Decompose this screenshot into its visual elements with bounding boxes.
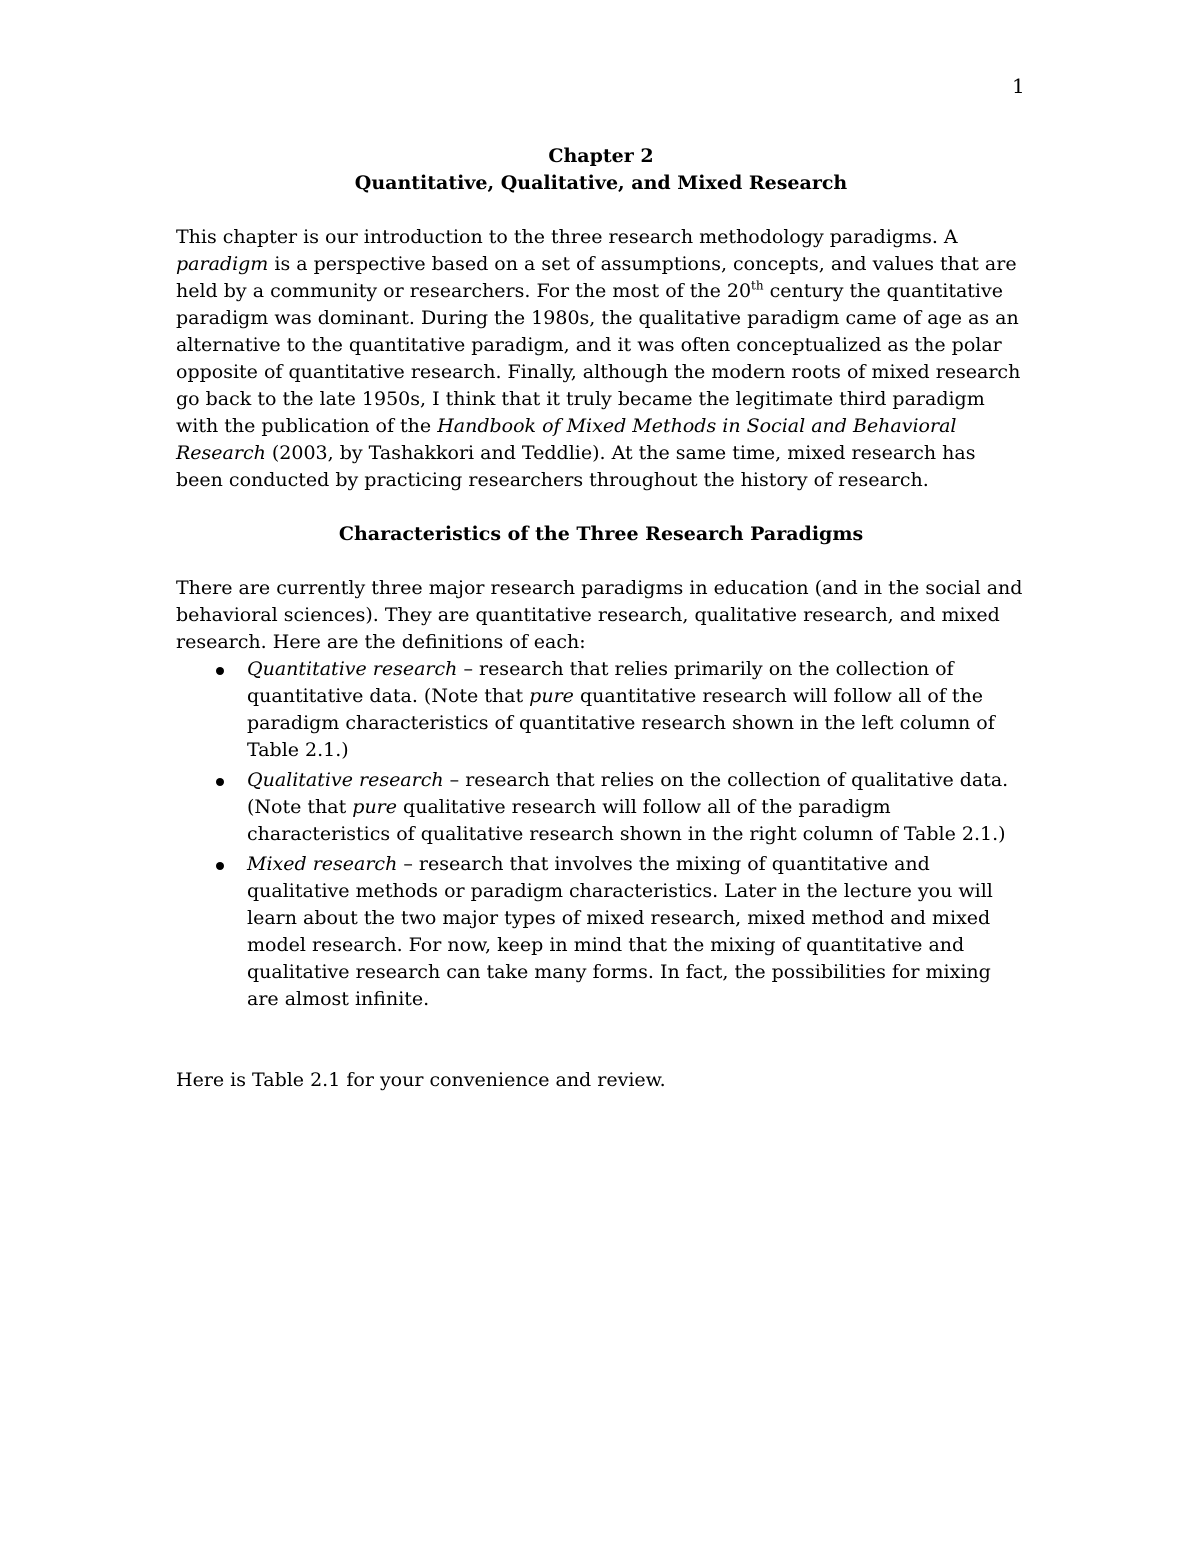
definition-text: quantitative research will follow all of the paradigm characteristics of quantitative research shown in the left column of Table 2.1.)	[247, 685, 995, 761]
book-title: Handbook of Mixed Methods in Social and Behavioral Research	[176, 415, 957, 464]
definition-text: – research that involves the mixing of quantitative and qualitative methods or paradigm characteristics. Later in the lecture you will learn about the two major types of mixed research, mixed method and mixed model research. For now, keep in mind that the mixing of quantitative and qualitative research can take many forms. In fact, the possibilities for mixing are almost infinite.	[247, 853, 993, 1010]
intro-text: is a perspective based on a set of assumptions, concepts, and values that are held by a community or researchers. For the most of the 20	[176, 253, 1017, 302]
intro-text: century the quantitative paradigm was dominant. During the 1980s, the qualitative paradigm came of age as an alternative to the quantitative paradigm, and it was often conceptualized as the polar opposite of quantitative research. Finally, although the modern roots of mixed research go back to the late 1950s, I think that it truly became the legitimate third paradigm with the publication of the	[176, 280, 1021, 437]
definition-term: Mixed research	[247, 853, 398, 875]
definition-term: Quantitative research	[247, 658, 458, 680]
definitions-list	[176, 656, 1026, 1013]
bullet-icon	[216, 862, 224, 870]
definition-text: qualitative research will follow all of the paradigm characteristics of qualitative research shown in the right column of Table 2.1.)	[247, 796, 1006, 845]
paradigm-term: paradigm	[176, 253, 269, 275]
chapter-number: Chapter 2	[548, 145, 654, 167]
intro-text: This chapter is our introduction to the three research methodology paradigms. A	[176, 226, 958, 248]
list-item	[176, 851, 1026, 1013]
definition-text: – research that relies primarily on the collection of quantitative data. (Note that	[247, 658, 954, 707]
ordinal-suffix: th	[751, 278, 764, 293]
definition-term: Qualitative research	[247, 769, 444, 791]
list-item	[176, 656, 1026, 764]
section-heading: Characteristics of the Three Research Paradigms	[338, 523, 864, 545]
document-body	[176, 143, 1026, 1094]
definition-emphasis: pure	[529, 685, 574, 707]
page-number: 1	[1012, 74, 1025, 98]
section-lead-paragraph: There are currently three major research paradigms in education (and in the social and behavioral sciences). They are quantitative research, qualitative research, and mixed research. Here are the definitions of each:	[176, 577, 1023, 653]
bullet-icon	[216, 778, 224, 786]
definition-text: – research that relies on the collection of qualitative data. (Note that	[247, 769, 1009, 818]
list-item	[176, 767, 1026, 848]
chapter-title: Quantitative, Qualitative, and Mixed Research	[354, 172, 848, 194]
intro-paragraph	[176, 224, 1026, 494]
intro-text: (2003, by Tashakkori and Teddlie). At the same time, mixed research has been conducted by practicing researchers throughout the history of research.	[176, 442, 976, 491]
bullet-icon	[216, 667, 224, 675]
closing-paragraph: Here is Table 2.1 for your convenience and review.	[176, 1069, 666, 1091]
definition-emphasis: pure	[352, 796, 398, 818]
